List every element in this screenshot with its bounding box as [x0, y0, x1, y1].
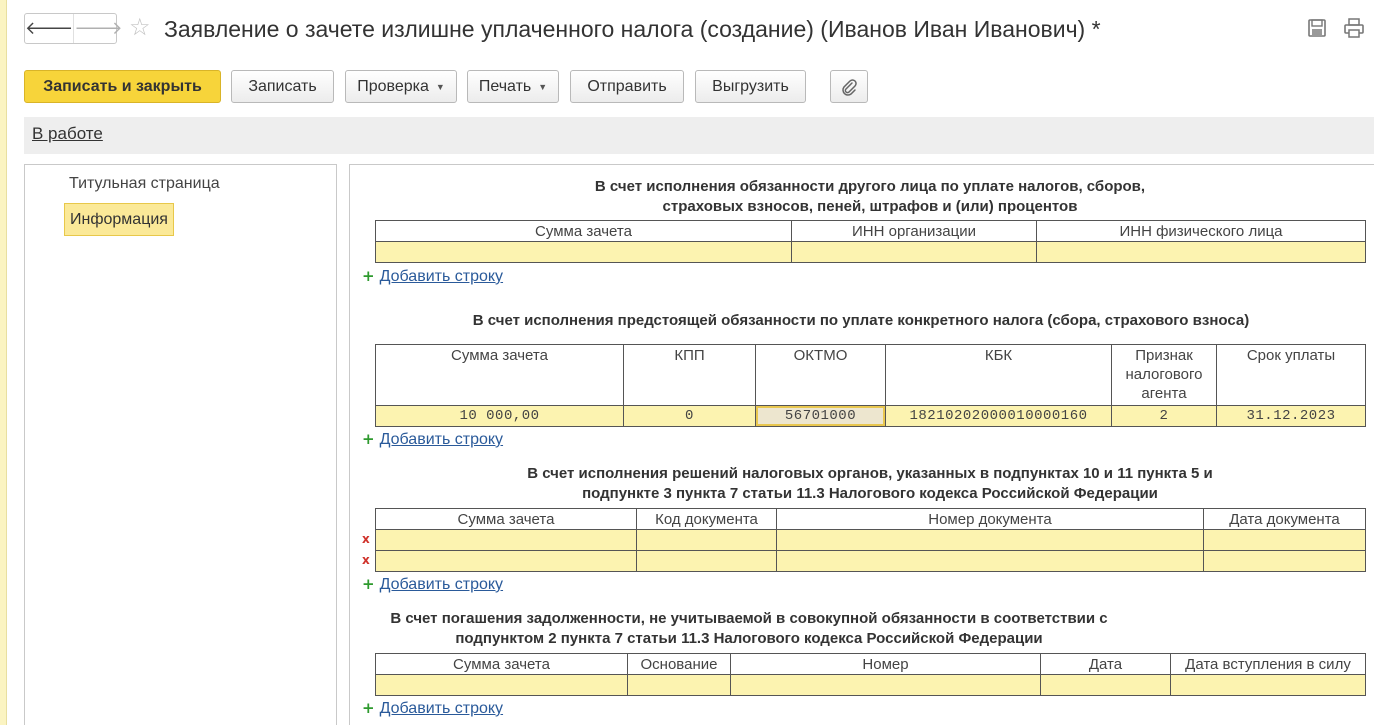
column-header[interactable]: Сумма зачета: [376, 654, 628, 675]
save-button[interactable]: Записать: [231, 70, 334, 103]
column-header[interactable]: Код документа: [637, 509, 777, 530]
arrow-right-icon: 🡒: [74, 18, 123, 38]
section1-heading: [375, 177, 1365, 217]
column-header[interactable]: Срок уплаты: [1217, 345, 1366, 406]
chevron-down-icon: ▼: [435, 81, 445, 92]
section1-heading-line2: страховых взносов, пеней, штрафов и (или) процентов: [662, 198, 1078, 215]
column-header[interactable]: Основание: [628, 654, 731, 675]
window-edge: [0, 0, 7, 725]
column-header[interactable]: Признак налогового агента: [1112, 345, 1217, 406]
column-header[interactable]: Дата вступления в силу: [1171, 654, 1366, 675]
sidebar-item-title-page[interactable]: Титульная страница: [69, 175, 220, 192]
section4-heading: [375, 609, 1123, 649]
doc-code-cell[interactable]: [637, 530, 777, 551]
sidebar: [24, 164, 337, 725]
add-row-link[interactable]: [362, 430, 503, 449]
column-header[interactable]: Дата документа: [1204, 509, 1366, 530]
sidebar-item-information[interactable]: Информация: [64, 203, 174, 236]
person-inn-cell[interactable]: [1037, 242, 1366, 263]
due-date-cell[interactable]: 31.12.2023: [1217, 406, 1366, 427]
section3-heading-line2: подпункте 3 пункта 7 статьи 11.3 Налогового кодекса Российской Федерации: [582, 485, 1158, 502]
basis-cell[interactable]: [628, 675, 731, 696]
doc-date-cell[interactable]: [1204, 530, 1366, 551]
plus-icon: +: [362, 575, 375, 593]
paperclip-icon: [840, 78, 858, 96]
check-button[interactable]: [345, 70, 457, 103]
effective-date-cell[interactable]: [1171, 675, 1366, 696]
plus-icon: +: [362, 699, 375, 717]
section1-table: [375, 220, 1366, 263]
add-row-label: Добавить строку: [379, 268, 504, 285]
navigation-group: [24, 13, 123, 44]
section3-heading-line1: В счет исполнения решений налоговых органов, указанных в подпунктах 10 и 11 пункта 5 и: [527, 465, 1213, 482]
table-row: [376, 242, 1366, 263]
add-row-label: Добавить строку: [379, 576, 504, 593]
arrow-left-icon: 🡐: [25, 18, 74, 38]
add-row-link[interactable]: [362, 699, 503, 718]
org-inn-cell[interactable]: [792, 242, 1037, 263]
column-header[interactable]: Сумма зачета: [376, 345, 624, 406]
export-button[interactable]: Выгрузить: [695, 70, 806, 103]
column-header[interactable]: Сумма зачета: [376, 509, 637, 530]
agent-flag-cell[interactable]: 2: [1112, 406, 1217, 427]
status-link[interactable]: В работе: [32, 124, 103, 143]
print-button-label: Печать: [478, 77, 532, 95]
doc-code-cell[interactable]: [637, 551, 777, 572]
amount-cell[interactable]: [376, 530, 637, 551]
printer-icon[interactable]: [1343, 17, 1365, 39]
forward-button[interactable]: [73, 14, 122, 43]
amount-cell[interactable]: 10 000,00: [376, 406, 624, 427]
date-cell[interactable]: [1041, 675, 1171, 696]
table-row: [376, 675, 1366, 696]
row-error-icon: x: [362, 553, 370, 567]
send-button[interactable]: Отправить: [570, 70, 684, 103]
section2-heading: В счет исполнения предстоящей обязанности по уплате конкретного налога (сбора, страхового взноса): [472, 312, 1250, 329]
column-header[interactable]: КПП: [624, 345, 756, 406]
section1-heading-line1: В счет исполнения обязанности другого лица по уплате налогов, сборов,: [594, 178, 1146, 195]
column-header[interactable]: КБК: [886, 345, 1112, 406]
section3-heading: [375, 464, 1365, 504]
row-error-icon: x: [362, 532, 370, 546]
add-row-link[interactable]: [362, 575, 503, 594]
plus-icon: +: [362, 267, 375, 285]
amount-cell[interactable]: [376, 551, 637, 572]
section4-heading-line1: В счет погашения задолженности, не учитываемой в совокупной обязанности в соответствии с: [390, 610, 1108, 627]
section4-heading-line2: подпунктом 2 пункта 7 статьи 11.3 Налогового кодекса Российской Федерации: [455, 630, 1043, 647]
table-row: [376, 406, 1366, 427]
doc-number-cell[interactable]: [777, 551, 1204, 572]
section4-table: [375, 653, 1366, 696]
column-header[interactable]: Номер документа: [777, 509, 1204, 530]
save-icon[interactable]: [1306, 17, 1328, 39]
section3-table: [375, 508, 1366, 572]
column-header[interactable]: ИНН физического лица: [1037, 221, 1366, 242]
favorite-star-icon[interactable]: ☆: [129, 14, 151, 41]
oktmo-cell[interactable]: 56701000: [756, 406, 886, 427]
column-header[interactable]: Дата: [1041, 654, 1171, 675]
table-row: [376, 551, 1366, 572]
add-row-link[interactable]: [362, 267, 503, 286]
plus-icon: +: [362, 430, 375, 448]
status-bar: [24, 117, 1374, 154]
window-title: Заявление о зачете излишне уплаченного налога (создание) (Иванов Иван Иванович) *: [164, 16, 1101, 42]
check-button-label: Проверка: [357, 77, 429, 95]
chevron-down-icon: ▼: [538, 81, 548, 92]
kbk-cell[interactable]: 18210202000010000160: [886, 406, 1112, 427]
column-header[interactable]: Номер: [731, 654, 1041, 675]
attach-button[interactable]: [830, 70, 868, 103]
doc-number-cell[interactable]: [777, 530, 1204, 551]
section2-table: [375, 344, 1366, 427]
column-header[interactable]: ОКТМО: [756, 345, 886, 406]
number-cell[interactable]: [731, 675, 1041, 696]
amount-cell[interactable]: [376, 242, 792, 263]
back-button[interactable]: [25, 14, 73, 43]
add-row-label: Добавить строку: [379, 431, 504, 448]
add-row-label: Добавить строку: [379, 700, 504, 717]
kpp-cell[interactable]: 0: [624, 406, 756, 427]
column-header[interactable]: Сумма зачета: [376, 221, 792, 242]
save-and-close-button[interactable]: Записать и закрыть: [24, 70, 221, 103]
column-header[interactable]: ИНН организации: [792, 221, 1037, 242]
print-button[interactable]: [467, 70, 559, 103]
amount-cell[interactable]: [376, 675, 628, 696]
table-row: [376, 530, 1366, 551]
doc-date-cell[interactable]: [1204, 551, 1366, 572]
